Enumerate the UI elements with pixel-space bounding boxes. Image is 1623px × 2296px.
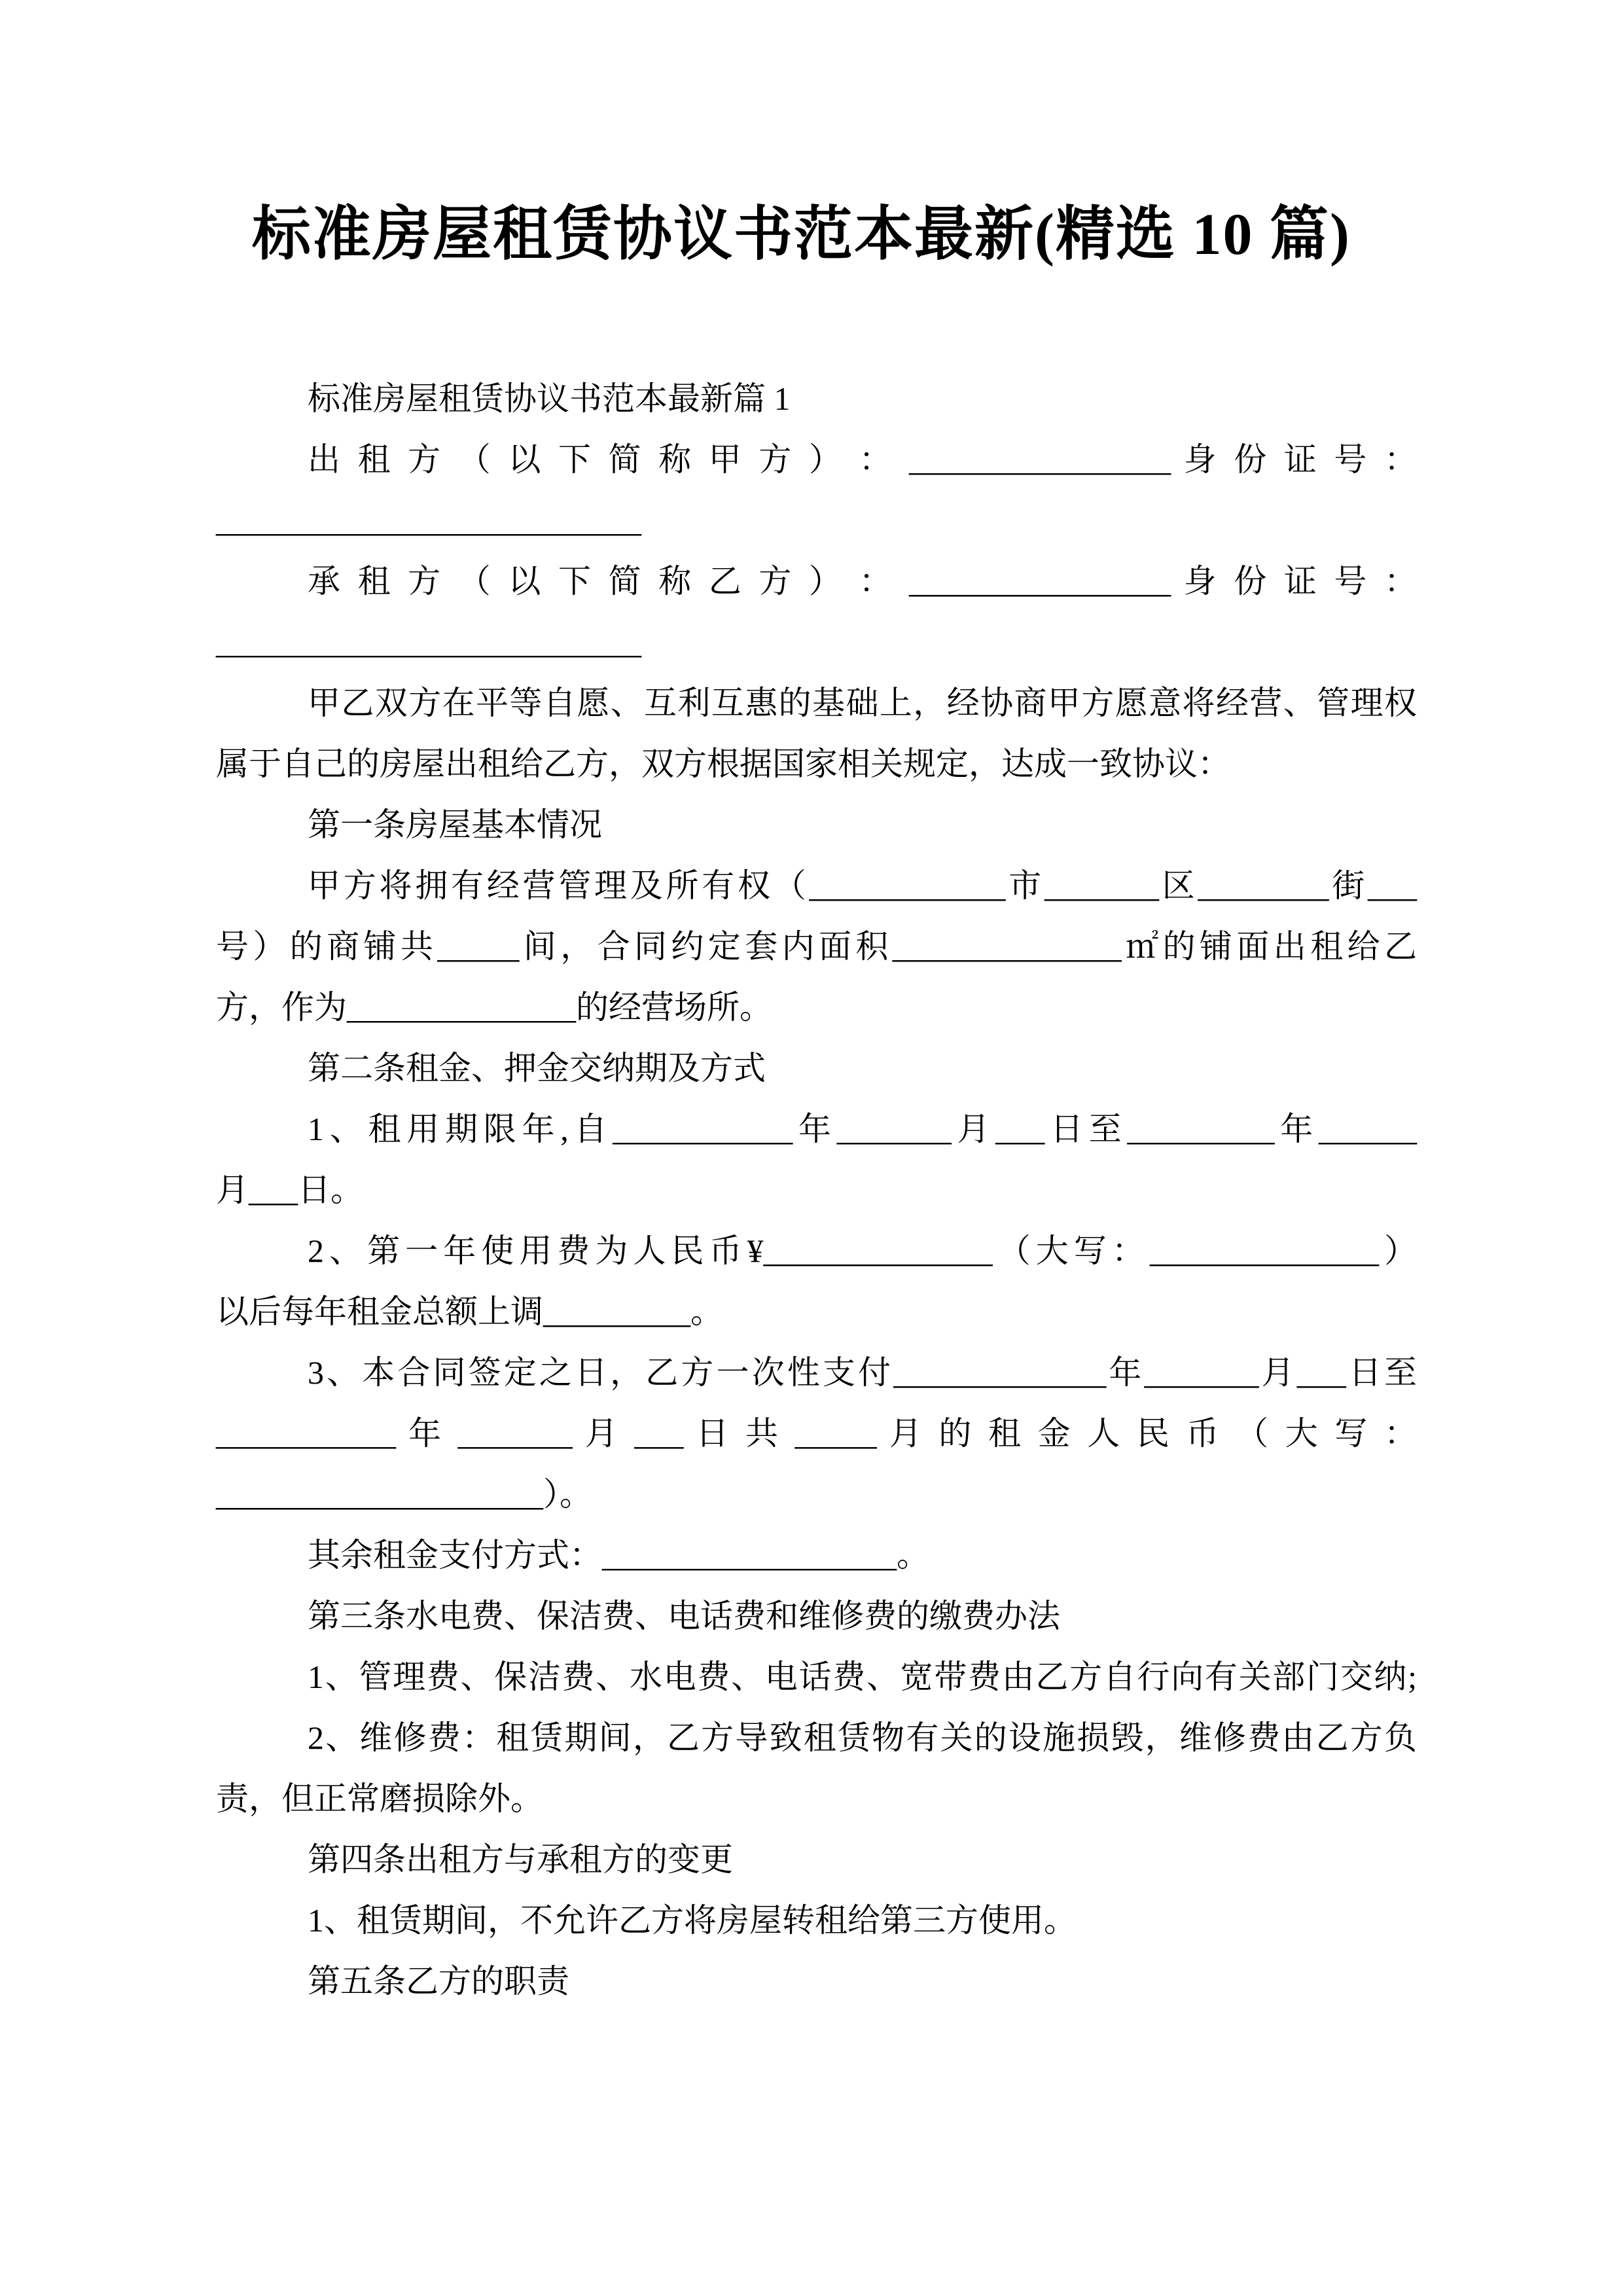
document-line: 以后每年租金总额上调_________。	[216, 1293, 723, 1330]
document-line: ____________________）。	[216, 1476, 592, 1513]
document-line: 方，作为______________的经营场所。	[216, 989, 772, 1026]
document-title: 标准房屋租赁协议书范本最新(精选 10 篇)	[252, 202, 1351, 267]
document-body	[216, 368, 1417, 2012]
document-line: 责，但正常磨损除外。	[216, 1780, 543, 1817]
document-line: 3、本合同签定之日，乙方一次性支付_____________年_______月___日至	[308, 1354, 1417, 1391]
document-line: 其余租金支付方式：__________________。	[308, 1537, 929, 1573]
document-line: 第二条租金、押金交纳期及方式	[308, 1050, 766, 1086]
document-line: 出 租 方 （ 以 下 简 称 甲 方 ） ： ________________ 身 份 证 号 ：	[308, 441, 1417, 478]
document-line: 1、租用期限年,自___________年_______月___日至_________年______	[308, 1111, 1417, 1147]
document-line: 承 租 方 （ 以 下 简 称 乙 方 ） ： ________________ 身 份 证 号 ：	[308, 563, 1417, 600]
document-line: 月___日。	[216, 1172, 363, 1208]
document-line: __________________________	[216, 624, 641, 660]
document-line: 2、维修费：租赁期间，乙方导致租赁物有关的设施损毁，维修费由乙方负	[308, 1719, 1417, 1756]
document-line: 1、租赁期间，不允许乙方将房屋转租给第三方使用。	[308, 1902, 1077, 1939]
document-line: 标准房屋租赁协议书范本最新篇 1	[308, 380, 791, 417]
document-line: ___________ 年 _______ 月 ___ 日 共 _____ 月 的 租 金 人 民 币 （ 大 写 ：	[216, 1415, 1417, 1452]
document-line: 2、第一年使用费为人民币¥______________（大写：______________）	[308, 1232, 1417, 1269]
document-line: 第五条乙方的职责	[308, 1963, 569, 2000]
document-line: 号）的商铺共_____间，合同约定套内面积______________㎡的铺面出租给乙	[216, 928, 1417, 965]
document-line: 甲方将拥有经营管理及所有权（____________市_______区________街___	[308, 867, 1417, 904]
document-line: 属于自己的房屋出租给乙方，双方根据国家相关规定，达成一致协议：	[216, 745, 1230, 782]
document-line: 1、管理费、保洁费、水电费、电话费、宽带费由乙方自行向有关部门交纳;	[308, 1659, 1417, 1695]
document-line: 甲乙双方在平等自愿、互利互惠的基础上，经协商甲方愿意将经营、管理权	[308, 685, 1417, 721]
document-line: __________________________	[216, 502, 641, 539]
document-line: 第三条水电费、保洁费、电话费和维修费的缴费办法	[308, 1598, 1060, 1634]
document-line: 第四条出租方与承租方的变更	[308, 1841, 733, 1878]
document-line: 第一条房屋基本情况	[308, 806, 602, 843]
